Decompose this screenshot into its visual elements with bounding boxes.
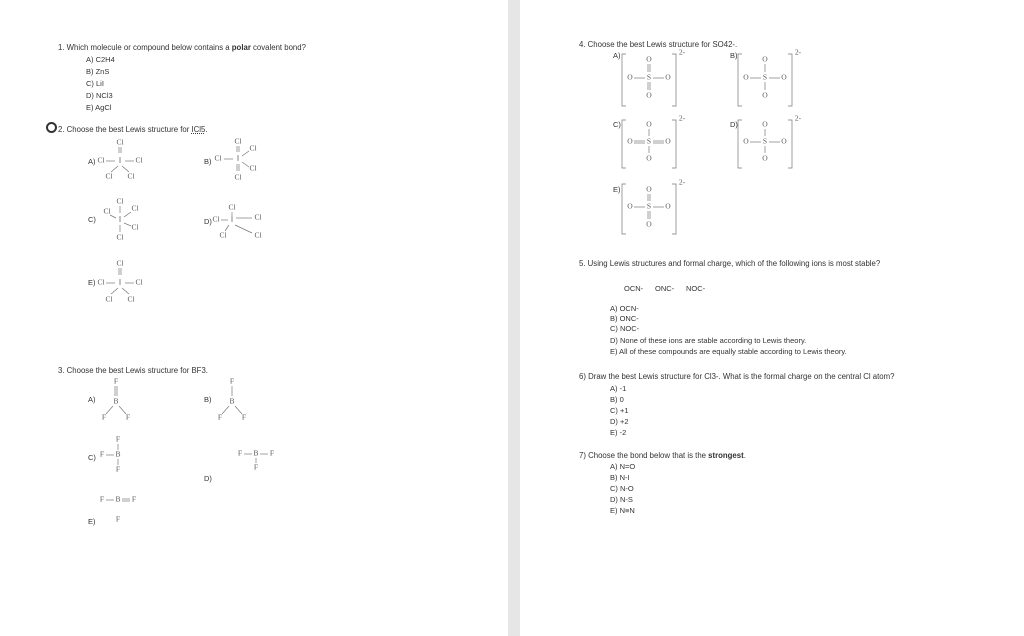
- svg-text:F: F: [115, 464, 121, 474]
- q3-structure-a[interactable]: [96, 376, 140, 424]
- svg-text:F: F: [113, 376, 119, 386]
- svg-text:I: I: [118, 155, 122, 165]
- svg-text:O: O: [627, 72, 633, 82]
- svg-text:Cl: Cl: [131, 222, 139, 232]
- q6-option-c: C) +1: [610, 406, 629, 415]
- q7-option-d: D) N-S: [610, 495, 633, 504]
- q5-ion-2: ONC-: [655, 284, 675, 293]
- q6-option-e: E) -2: [610, 428, 627, 437]
- svg-text:2-: 2-: [794, 47, 802, 57]
- q4-structure-d[interactable]: [736, 113, 802, 172]
- q4-structure-e[interactable]: [620, 177, 686, 238]
- svg-text:O: O: [627, 201, 633, 211]
- q3-label-d: D): [204, 474, 212, 483]
- svg-text:Cl: Cl: [214, 153, 222, 163]
- svg-text:Cl: Cl: [116, 196, 124, 206]
- q3-label-e: E): [88, 517, 96, 526]
- q4-structure-b[interactable]: [736, 47, 802, 110]
- svg-text:B: B: [253, 448, 259, 458]
- svg-text:O: O: [743, 136, 749, 146]
- svg-text:F: F: [237, 448, 243, 458]
- q3-question: 3. Choose the best Lewis structure for BF3.: [58, 366, 208, 375]
- q6-question: 6) Draw the best Lewis structure for Cl3-. What is the formal charge on the central Cl atom?: [579, 372, 895, 381]
- svg-text:2-: 2-: [678, 47, 686, 57]
- svg-text:Cl: Cl: [97, 277, 105, 287]
- q1-option-d: D) NCl3: [86, 91, 113, 100]
- svg-text:Cl: Cl: [116, 232, 124, 242]
- q5-option-d: D) None of these ions are stable according to Lewis theory.: [610, 336, 807, 345]
- q3-structure-d[interactable]: [234, 444, 284, 474]
- svg-text:B: B: [115, 494, 121, 504]
- q3-label-b: B): [204, 395, 212, 404]
- q2-label-a: A): [88, 157, 96, 166]
- svg-text:F: F: [253, 462, 259, 472]
- svg-text:Cl: Cl: [254, 230, 262, 240]
- q4-label-d: D): [730, 120, 738, 129]
- svg-text:Cl: Cl: [219, 230, 227, 240]
- svg-text:Cl: Cl: [127, 294, 135, 304]
- q3-structure-c[interactable]: [96, 434, 140, 478]
- svg-text:Cl: Cl: [212, 214, 220, 224]
- q5-option-c: C) NOC-: [610, 324, 640, 333]
- svg-text:F: F: [101, 412, 107, 422]
- svg-text:Cl: Cl: [228, 202, 236, 212]
- svg-text:F: F: [131, 494, 137, 504]
- q2-structure-e[interactable]: [96, 256, 156, 308]
- svg-text:Cl: Cl: [116, 258, 124, 268]
- svg-text:F: F: [99, 494, 105, 504]
- svg-text:O: O: [762, 90, 768, 100]
- svg-text:Cl: Cl: [234, 136, 242, 146]
- q2-label-b: B): [204, 157, 212, 166]
- svg-text:Cl: Cl: [254, 212, 262, 222]
- svg-text:O: O: [762, 119, 768, 129]
- svg-text:O: O: [646, 54, 652, 64]
- q4-label-b: B): [730, 51, 738, 60]
- svg-text:Cl: Cl: [249, 143, 257, 153]
- svg-text:B: B: [229, 396, 235, 406]
- q7-option-c: C) N-O: [610, 484, 634, 493]
- svg-text:F: F: [125, 412, 131, 422]
- svg-text:Cl: Cl: [135, 155, 143, 165]
- svg-text:F: F: [217, 412, 223, 422]
- q7-option-a: A) N=O: [610, 462, 636, 471]
- svg-text:2-: 2-: [678, 113, 686, 123]
- svg-text:Cl: Cl: [234, 172, 242, 182]
- q2-question: 2. Choose the best Lewis structure for ICl5.: [58, 125, 208, 134]
- q2-label-c: C): [88, 215, 96, 224]
- q3-structure-b[interactable]: [212, 376, 256, 424]
- q1-option-c: C) LiI: [86, 79, 104, 88]
- document-page-right: [520, 0, 1024, 636]
- q3-structure-e[interactable]: [96, 490, 146, 526]
- svg-text:O: O: [646, 219, 652, 229]
- svg-text:Cl: Cl: [249, 163, 257, 173]
- q2-structure-a[interactable]: [96, 135, 156, 185]
- q5-option-e: E) All of these compounds are equally stable according to Lewis theory.: [610, 347, 847, 356]
- svg-text:S: S: [646, 72, 652, 82]
- svg-text:I: I: [230, 214, 234, 224]
- q4-structure-a[interactable]: [620, 47, 686, 110]
- svg-text:I: I: [118, 214, 122, 224]
- svg-text:I: I: [118, 277, 122, 287]
- svg-text:O: O: [665, 201, 671, 211]
- svg-text:Cl: Cl: [97, 155, 105, 165]
- q7-question: 7) Choose the bond below that is the strongest.: [579, 451, 746, 460]
- svg-text:2-: 2-: [794, 113, 802, 123]
- q4-structure-c[interactable]: [620, 113, 686, 172]
- svg-text:Cl: Cl: [116, 137, 124, 147]
- svg-text:O: O: [646, 153, 652, 163]
- svg-text:O: O: [627, 136, 633, 146]
- q2-structure-b[interactable]: [212, 135, 272, 187]
- svg-text:O: O: [665, 72, 671, 82]
- svg-text:Cl: Cl: [131, 203, 139, 213]
- q4-label-c: C): [613, 120, 621, 129]
- question-marker-circle[interactable]: [46, 122, 57, 133]
- svg-text:S: S: [646, 136, 652, 146]
- svg-text:B: B: [115, 449, 121, 459]
- q3-label-c: C): [88, 453, 96, 462]
- q6-option-d: D) +2: [610, 417, 629, 426]
- svg-text:O: O: [762, 153, 768, 163]
- q5-option-b: B) ONC-: [610, 314, 639, 323]
- svg-text:Cl: Cl: [127, 171, 135, 181]
- svg-text:O: O: [762, 54, 768, 64]
- svg-text:B: B: [113, 396, 119, 406]
- svg-text:O: O: [743, 72, 749, 82]
- svg-text:S: S: [646, 201, 652, 211]
- svg-text:O: O: [665, 136, 671, 146]
- document-page-left: [0, 0, 508, 636]
- q2-structure-d[interactable]: [212, 200, 272, 248]
- svg-text:F: F: [115, 434, 121, 444]
- q6-option-b: B) 0: [610, 395, 624, 404]
- svg-text:Cl: Cl: [105, 294, 113, 304]
- svg-text:O: O: [646, 119, 652, 129]
- q4-question: 4. Choose the best Lewis structure for SO42-.: [579, 40, 738, 49]
- svg-text:S: S: [762, 72, 768, 82]
- q7-option-e: E) N≡N: [610, 506, 635, 515]
- q2-structure-c[interactable]: [96, 195, 156, 247]
- svg-text:F: F: [99, 449, 105, 459]
- svg-text:F: F: [241, 412, 247, 422]
- svg-text:2-: 2-: [678, 177, 686, 187]
- svg-text:F: F: [229, 376, 235, 386]
- svg-text:S: S: [762, 136, 768, 146]
- svg-text:F: F: [115, 514, 121, 524]
- svg-text:Cl: Cl: [103, 206, 111, 216]
- svg-text:O: O: [781, 136, 787, 146]
- q1-question: 1. Which molecule or compound below contains a polar covalent bond?: [58, 43, 306, 52]
- q1-option-a: A) C2H4: [86, 55, 115, 64]
- svg-text:O: O: [781, 72, 787, 82]
- svg-text:F: F: [269, 448, 275, 458]
- q1-option-e: E) AgCl: [86, 103, 112, 112]
- q3-label-a: A): [88, 395, 96, 404]
- svg-text:I: I: [236, 153, 240, 163]
- svg-text:O: O: [646, 184, 652, 194]
- q2-label-d: D): [204, 217, 212, 226]
- svg-text:O: O: [646, 90, 652, 100]
- q7-option-b: B) N-I: [610, 473, 630, 482]
- q1-option-b: B) ZnS: [86, 67, 110, 76]
- q5-ion-3: NOC-: [686, 284, 706, 293]
- svg-text:Cl: Cl: [135, 277, 143, 287]
- q5-ion-1: OCN-: [624, 284, 644, 293]
- q2-label-e: E): [88, 278, 96, 287]
- q6-option-a: A) -1: [610, 384, 627, 393]
- q5-option-a: A) OCN-: [610, 304, 639, 313]
- q5-question: 5. Using Lewis structures and formal charge, which of the following ions is most stable?: [579, 259, 881, 268]
- q4-label-e: E): [613, 185, 621, 194]
- svg-text:Cl: Cl: [105, 171, 113, 181]
- q4-label-a: A): [613, 51, 621, 60]
